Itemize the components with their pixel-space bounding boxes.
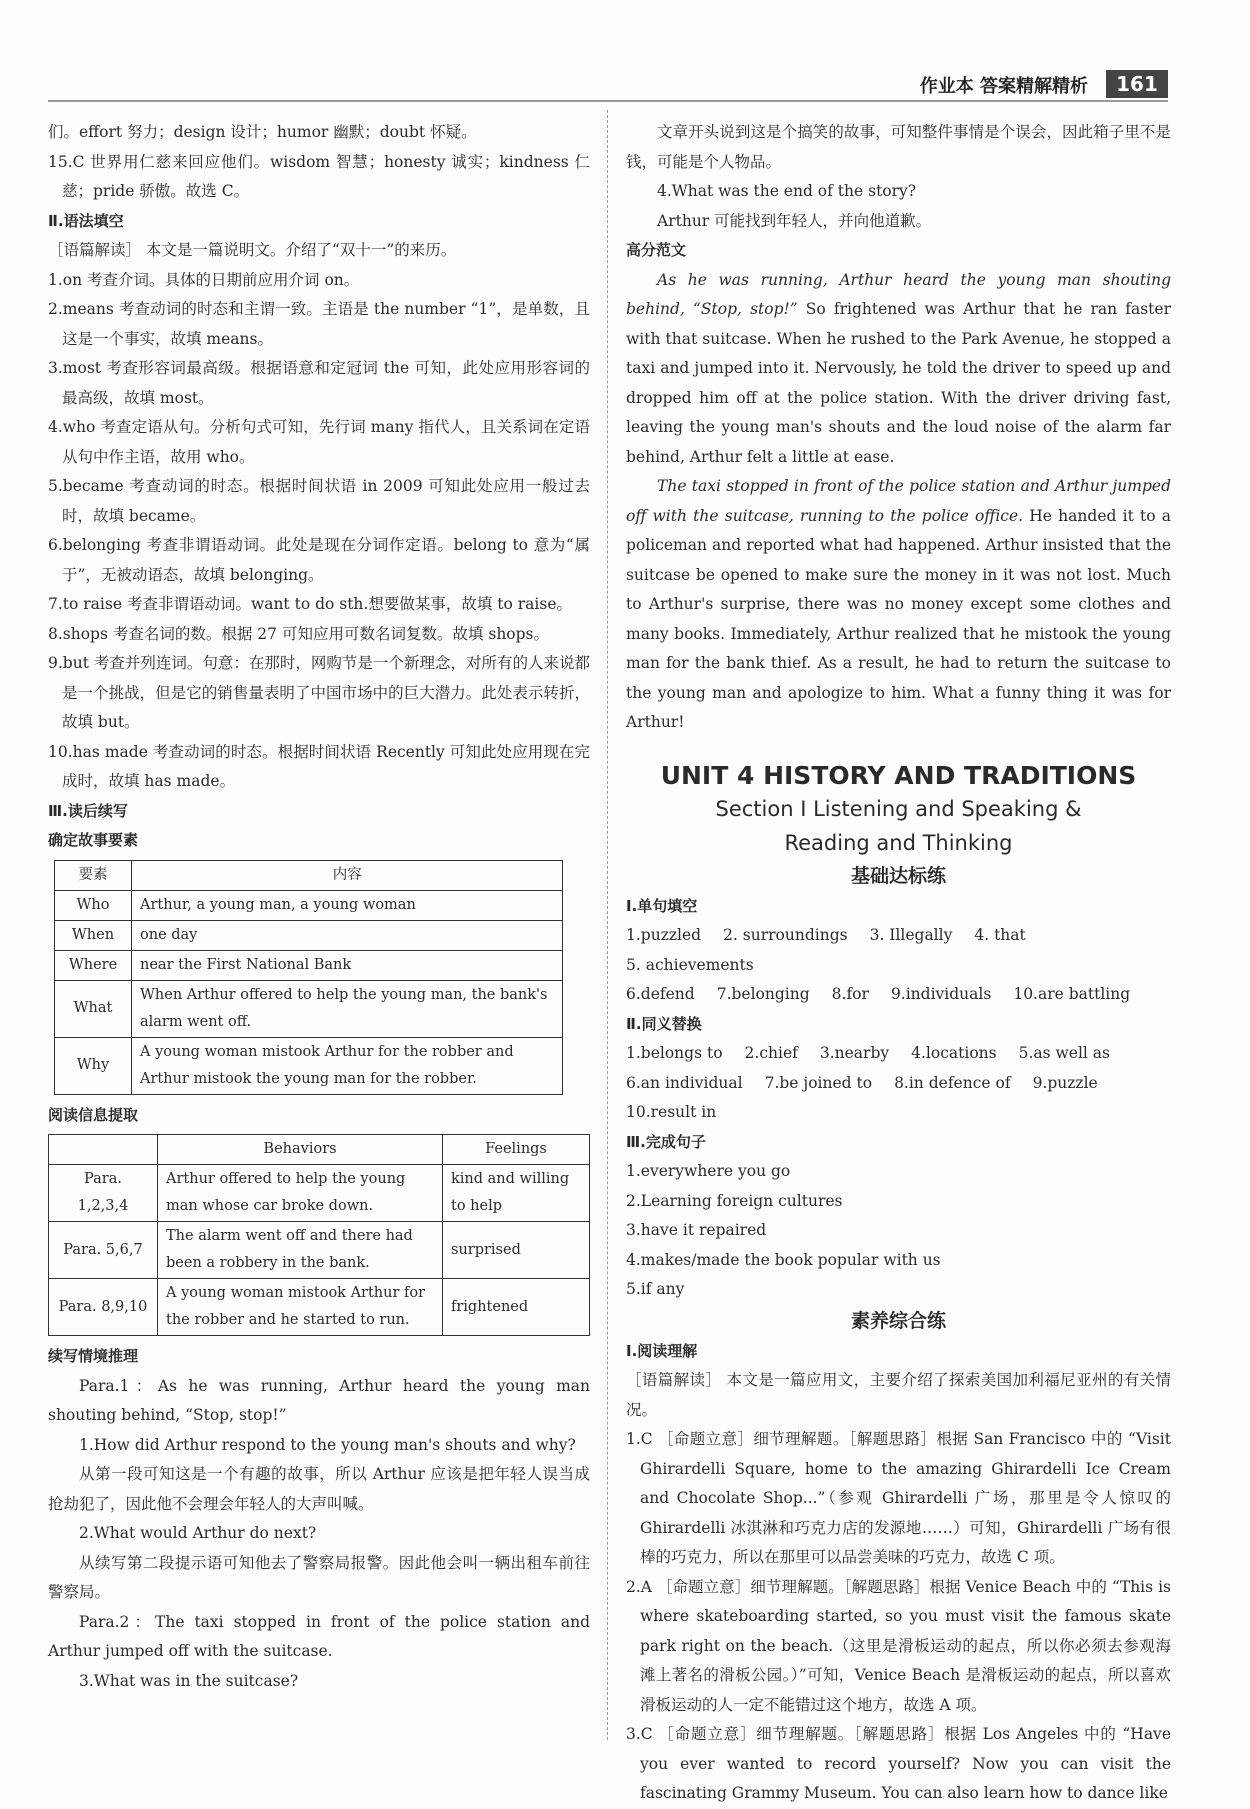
model-essay-p2 bbox=[626, 472, 1171, 738]
answer: 10.are battling bbox=[1013, 985, 1131, 1003]
answer-item: 2.means 考查动词的时态和主谓一致。主语是 the number “1”，是单数，且这是一个事实，故填 means。 bbox=[48, 300, 590, 348]
passage-gist: ［语篇解读］ 本文是一篇说明文。介绍了“双十一”的来历。 bbox=[48, 241, 457, 259]
table-row bbox=[49, 1165, 590, 1222]
answer: 4.locations bbox=[911, 1044, 997, 1062]
answer: 6.an individual bbox=[626, 1073, 743, 1092]
answer: 2.chief bbox=[744, 1044, 798, 1062]
table-header-row bbox=[49, 1135, 590, 1165]
answer-item: 1.C ［命题立意］细节理解题。［解题思路］根据 San Francisco 中的 “Visit Ghirardelli Square, home to the amazing Ghirardelli Ice Cream and Chocolate Shop...”（参观 Ghirardelli 广场，那里是令人惊叹的 Ghirardelli 冰淇淋和巧克力店的发源地……）可知，Ghirardelli 广场有很棒的巧克力，所以在那里可以品尝美味的巧克力，故选 C 项。 bbox=[626, 1430, 1171, 1566]
left-column bbox=[48, 118, 590, 1696]
subheading: 续写情境推理 bbox=[48, 1347, 139, 1365]
section-heading: Ⅰ.阅读理解 bbox=[626, 1341, 698, 1360]
table-cell: Why bbox=[55, 1037, 132, 1094]
answer-item: 2.A ［命题立意］细节理解题。［解题思路］根据 Venice Beach 中的 “This is where skateboarding started, so you must visit the famous skate park right on the beach.（这里是滑板运动的起点，所以你必须去参观海滩上著名的滑板公园。）”可知，Venice Beach 是滑板运动的起点，所以喜欢滑板运动的人一定不能错过这个地方，故选 A 项。 bbox=[626, 1577, 1171, 1714]
unit-title: UNIT 4 HISTORY AND TRADITIONS bbox=[660, 760, 1137, 790]
answer-item: 5.became 考查动词的时态。根据时间状语 in 2009 可知此处应用一般过去时，故填 became。 bbox=[48, 477, 590, 525]
answer-row bbox=[626, 921, 1171, 980]
right-column bbox=[626, 118, 1171, 1809]
paragraph: Para.1：As he was running, Arthur heard the young man shouting behind, “Stop, stop!” bbox=[48, 1376, 590, 1424]
table-cell: near the First National Bank bbox=[132, 950, 563, 980]
table-cell: What bbox=[55, 980, 132, 1037]
answer: 1.puzzled bbox=[626, 926, 702, 944]
table-cell: Para. 8,9,10 bbox=[49, 1279, 158, 1336]
passage-gist: ［语篇解读］ 本文是一篇应用文，主要介绍了探索美国加利福尼亚州的有关情况。 bbox=[626, 1371, 1171, 1419]
answer: 5.if any bbox=[626, 1280, 685, 1298]
answer-item: 9.but 考查并列连词。句意：在那时，网购节是一个新理念，对所有的人来说都是一个挑战，但是它的销售量表明了中国市场中的巨大潜力。此处表示转折，故填 but。 bbox=[48, 654, 590, 731]
table-cell: one day bbox=[132, 920, 563, 950]
paragraph: 从续写第二段提示语可知他去了警察局报警。因此他会叫一辆出租车前往警察局。 bbox=[48, 1553, 590, 1601]
section-title-line2: Reading and Thinking bbox=[784, 830, 1013, 855]
answer: 8.for bbox=[831, 985, 869, 1003]
paragraph: 文章开头说到这是个搞笑的故事，可知整件事情是个误会，因此箱子里不是钱，可能是个人物品。 bbox=[626, 123, 1171, 171]
section-heading: Ⅰ.单句填空 bbox=[626, 896, 698, 915]
table-header bbox=[49, 1135, 158, 1165]
answer-item: 1.on 考查介词。具体的日期前应用介词 on。 bbox=[48, 270, 360, 289]
answer-item: 7.to raise 考查非谓语动词。want to do sth.想要做某事，故填 to raise。 bbox=[48, 595, 572, 613]
answer: 3.nearby bbox=[819, 1044, 890, 1062]
paragraph: Arthur 可能找到年轻人，并向他道歉。 bbox=[657, 211, 932, 230]
answer: 2.Learning foreign cultures bbox=[626, 1191, 843, 1210]
table-row bbox=[49, 1279, 590, 1336]
table-header: 内容 bbox=[132, 860, 563, 890]
answer: 7.be joined to bbox=[764, 1073, 873, 1092]
subheading: 确定故事要素 bbox=[48, 831, 139, 849]
answer-15: 15.C 世界用仁慈来回应他们。wisdom 智慧；honesty 诚实；kindness 仁慈；pride 骄傲。故选 C。 bbox=[48, 152, 590, 200]
answer-item: 6.belonging 考查非谓语动词。此处是现在分词作定语。belong to 意为“属于”，无被动语态，故填 belonging。 bbox=[48, 536, 590, 584]
answer-item: 8.shops 考查名词的数。根据 27 可知应用可数名词复数。故填 shops。 bbox=[48, 624, 550, 643]
page-number: 161 bbox=[1106, 70, 1168, 98]
table-cell: A young woman mistook Arthur for the robber and he started to run. bbox=[158, 1279, 443, 1336]
answer: 7.belonging bbox=[716, 985, 810, 1003]
table-row bbox=[55, 890, 563, 920]
table-cell: The alarm went off and there had been a robbery in the bank. bbox=[158, 1222, 443, 1279]
italic-lead: The taxi stopped in front of the police station and Arthur jumped off with the suitcase, running to the police office. bbox=[626, 477, 1171, 525]
table-header-row bbox=[55, 860, 563, 890]
table-cell: surprised bbox=[443, 1222, 590, 1279]
answer: 1.everywhere you go bbox=[626, 1162, 791, 1180]
table-row bbox=[49, 1222, 590, 1279]
table-cell: When bbox=[55, 920, 132, 950]
info-table bbox=[48, 1134, 590, 1336]
answer-item: 10.has made 考查动词的时态。根据时间状语 Recently 可知此处应用现在完成时，故填 has made。 bbox=[48, 742, 590, 790]
subheading: 阅读信息提取 bbox=[48, 1105, 139, 1124]
italic-lead: As he was running, Arthur heard the young man shouting behind, “Stop, stop!” bbox=[626, 270, 1171, 318]
answer: 1.belongs to bbox=[626, 1044, 723, 1062]
question: 2.What would Arthur do next? bbox=[79, 1524, 317, 1542]
question: 3.What was in the suitcase? bbox=[79, 1671, 299, 1690]
answer-row bbox=[626, 980, 1171, 1010]
answer-item: 3.C ［命题立意］细节理解题。［解题思路］根据 Los Angeles 中的 “Have you ever wanted to record yourself? Now you can visit the fascinating Grammy Museum. You can also learn how to dance like bbox=[626, 1725, 1171, 1802]
table-cell: When Arthur offered to help the young man, the bank's alarm went off. bbox=[132, 980, 563, 1037]
essay-text: So frightened was Arthur that he ran faster with that suitcase. When he rushed to the Park Avenue, he stopped a taxi and jumped into it. Nervously, he told the driver to speed up and dropped him off at the police station. With the driver driving fast, leaving the young man's shouts and the loud noise of the alarm far behind, Arthur felt a little at ease. bbox=[626, 300, 1171, 466]
answer-item: 4.who 考查定语从句。分析句式可知，先行词 many 指代人，且关系词在定语从句中作主语，故用 who。 bbox=[48, 418, 590, 466]
table-cell: A young woman mistook Arthur for the robber and Arthur mistook the young man for the robber. bbox=[132, 1037, 563, 1094]
comprehensive-practice-title: 素养综合练 bbox=[850, 1309, 946, 1332]
table-row bbox=[55, 920, 563, 950]
answer: 4.makes/made the book popular with us bbox=[626, 1250, 941, 1269]
table-cell: kind and willing to help bbox=[443, 1165, 590, 1222]
answer: 5. achievements bbox=[626, 955, 754, 974]
table-cell: Where bbox=[55, 950, 132, 980]
page-header bbox=[48, 70, 1168, 102]
answer: 3.have it repaired bbox=[626, 1221, 767, 1239]
paragraph: 从第一段可知这是一个有趣的故事，所以 Arthur 应该是把年轻人误当成抢劫犯了，因此他不会理会年轻人的大声叫喊。 bbox=[48, 1465, 590, 1513]
table-cell: Para. 1,2,3,4 bbox=[49, 1165, 158, 1222]
answer: 4. that bbox=[974, 926, 1026, 944]
table-cell: Who bbox=[55, 890, 132, 920]
answer: 3. Illegally bbox=[869, 926, 953, 944]
answer-row bbox=[626, 1039, 1171, 1069]
section-heading: Ⅱ.同义替换 bbox=[626, 1014, 702, 1033]
table-cell: Para. 5,6,7 bbox=[49, 1222, 158, 1279]
table-row bbox=[55, 980, 563, 1037]
basic-practice-title: 基础达标练 bbox=[850, 864, 946, 887]
answer: 2. surroundings bbox=[723, 926, 848, 944]
column-divider bbox=[607, 110, 609, 1740]
story-elements-table bbox=[54, 860, 563, 1095]
question: 1.How did Arthur respond to the young man's shouts and why? bbox=[79, 1435, 576, 1454]
paragraph: Para.2：The taxi stopped in front of the police station and Arthur jumped off with the suitcase. bbox=[48, 1612, 590, 1660]
section-heading: Ⅲ.读后续写 bbox=[48, 801, 128, 820]
table-cell: Arthur offered to help the young man whose car broke down. bbox=[158, 1165, 443, 1222]
answer: 9.puzzle bbox=[1032, 1073, 1098, 1092]
model-essay-p1 bbox=[626, 266, 1171, 473]
table-header: 要素 bbox=[55, 860, 132, 890]
question: 4.What was the end of the story? bbox=[657, 182, 917, 200]
section-title-line1: Section Ⅰ Listening and Speaking & bbox=[715, 796, 1082, 821]
answer: 8.in defence of bbox=[894, 1073, 1011, 1092]
answer-row bbox=[626, 1069, 1171, 1128]
essay-text: He handed it to a policeman and reported what had happened. Arthur insisted that the suitcase be opened to make sure the money in it was not lost. Much to Arthur's surprise, there was no money except some clothes and many books. Immediately, Arthur realized that he mistook the young man for the bank thief. As a result, he had to return the suitcase to the young man and apologize to him. What a funny thing it was for Arthur! bbox=[626, 506, 1171, 731]
section-heading: Ⅲ.完成句子 bbox=[626, 1132, 706, 1151]
table-header: Feelings bbox=[443, 1135, 590, 1165]
paragraph: 们。effort 努力；design 设计；humor 幽默；doubt 怀疑。 bbox=[48, 123, 477, 141]
header-brand: 作业本 答案精解精析 bbox=[919, 76, 1088, 97]
answer: 6.defend bbox=[626, 985, 695, 1003]
table-row bbox=[55, 1037, 563, 1094]
table-cell: Arthur, a young man, a young woman bbox=[132, 890, 563, 920]
subheading: 高分范文 bbox=[626, 241, 687, 259]
answer: 5.as well as bbox=[1018, 1044, 1110, 1062]
table-header: Behaviors bbox=[158, 1135, 443, 1165]
answer-item: 3.most 考查形容词最高级。根据语意和定冠词 the 可知，此处应用形容词的最高级，故填 most。 bbox=[48, 359, 590, 407]
section-heading: Ⅱ.语法填空 bbox=[48, 211, 124, 230]
answer: 9.individuals bbox=[890, 985, 992, 1003]
table-row bbox=[55, 950, 563, 980]
table-cell: frightened bbox=[443, 1279, 590, 1336]
answer: 10.result in bbox=[626, 1103, 717, 1121]
